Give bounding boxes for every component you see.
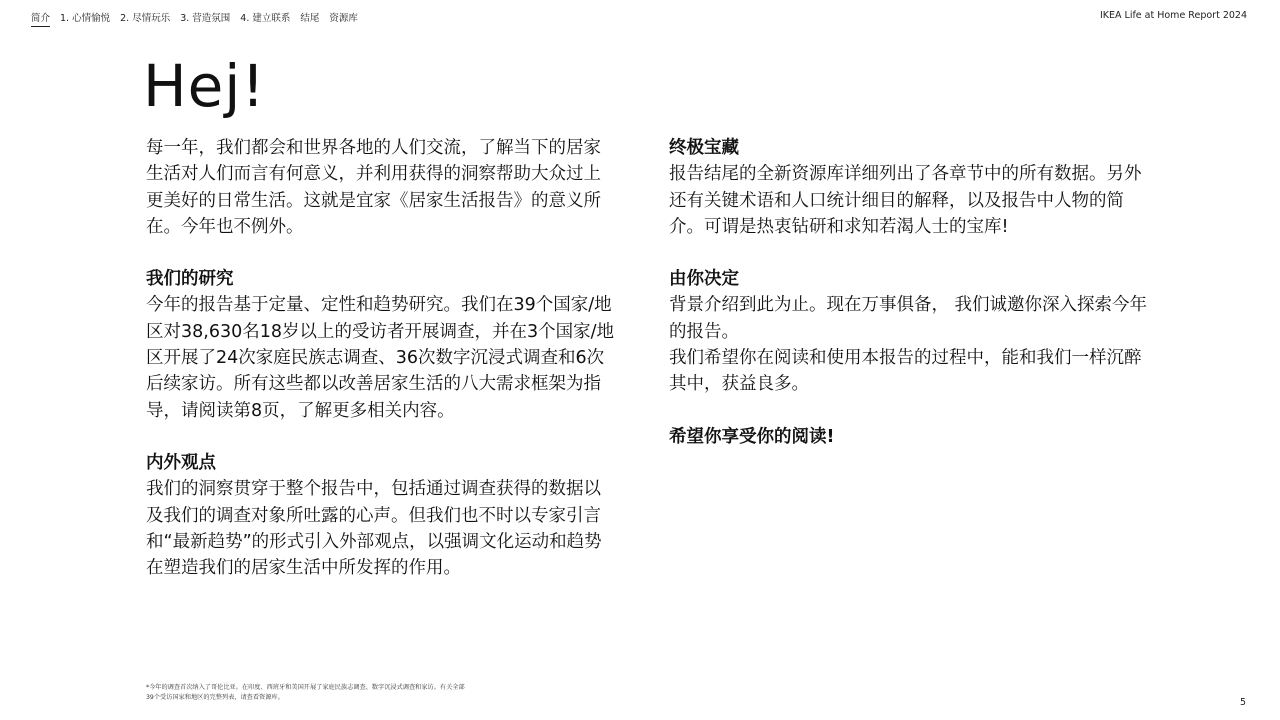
right-column bbox=[669, 135, 1149, 450]
treasure-heading: 终极宝藏 bbox=[669, 138, 739, 158]
nav-item-chapter-3[interactable]: 3. 营造氛围 bbox=[180, 13, 231, 24]
treasure-section bbox=[669, 135, 1149, 240]
viewpoints-text: 我们的洞察贯穿于整个报告中，包括通过调查获得的数据以及我们的调查对象所吐露的心声。但我们也不时以专家引言和“最新趋势”的形式引入外部观点，以强调文化运动和趋势在塑造我们的居家生活中所发挥的作用。 bbox=[146, 479, 602, 579]
treasure-text: 报告结尾的全新资源库详细列出了各章节中的所有数据。另外还有关键术语和人口统计细目的解释，以及报告中人物的简介。可谓是热衷钻研和求知若渴人士的宝库! bbox=[669, 164, 1142, 237]
viewpoints-heading: 内外观点 bbox=[146, 452, 216, 473]
nav-item-chapter-1[interactable]: 1. 心情愉悦 bbox=[60, 13, 111, 24]
decide-section bbox=[669, 266, 1149, 397]
chapter-nav bbox=[31, 10, 368, 27]
nav-item-intro[interactable]: 简介 bbox=[31, 10, 50, 27]
footnote-line-2: 39个受访国家和地区的完整列表，请查看资源库。 bbox=[146, 694, 284, 701]
closing-text: 希望你享受你的阅读! bbox=[669, 426, 835, 447]
hero-title: Hej! bbox=[143, 52, 266, 120]
footnote-line-1: *今年的调查首次纳入了哥伦比亚。在印度、西班牙和美国开展了家庭民族志调查、数字沉浸式调查和家访。有关全部 bbox=[146, 684, 465, 691]
decide-text-1: 背景介绍到此为止。现在万事俱备， 我们诚邀你深入探索今年的报告。 bbox=[669, 295, 1148, 342]
research-text: 今年的报告基于定量、定性和趋势研究。我们在39个国家/地区对38,630名18岁以上的受访者开展调查，并在3个国家/地区开展了24次家庭民族志调查、36次数字沉浸式调查和6次后续家访。所有这些都以改善居家生活的八大需求框架为指导，请阅读第8页，了解更多相关内容。 bbox=[146, 295, 615, 421]
intro-section bbox=[146, 135, 616, 240]
nav-item-chapter-4[interactable]: 4. 建立联系 bbox=[240, 13, 291, 24]
footnote bbox=[146, 683, 546, 703]
intro-text: 每一年，我们都会和世界各地的人们交流，了解当下的居家生活对人们而言有何意义，并利用获得的洞察帮助大众过上更美好的日常生活。这就是宜家《居家生活报告》的意义所在。今年也不例外。 bbox=[146, 138, 601, 237]
page-number: 5 bbox=[1239, 697, 1246, 708]
research-heading: 我们的研究 bbox=[146, 269, 234, 290]
left-column bbox=[146, 135, 616, 607]
decide-heading: 由你决定 bbox=[669, 269, 739, 290]
nav-item-chapter-2[interactable]: 2. 尽情玩乐 bbox=[120, 13, 171, 24]
nav-item-resources[interactable]: 资源库 bbox=[329, 13, 358, 24]
viewpoints-section bbox=[146, 450, 616, 581]
research-section bbox=[146, 266, 616, 424]
nav-item-ending[interactable]: 结尾 bbox=[300, 13, 320, 24]
decide-text-2: 我们希望你在阅读和使用本报告的过程中，能和我们一样沉醉其中，获益良多。 bbox=[669, 348, 1142, 395]
report-title: IKEA Life at Home Report 2024 bbox=[1099, 10, 1247, 21]
